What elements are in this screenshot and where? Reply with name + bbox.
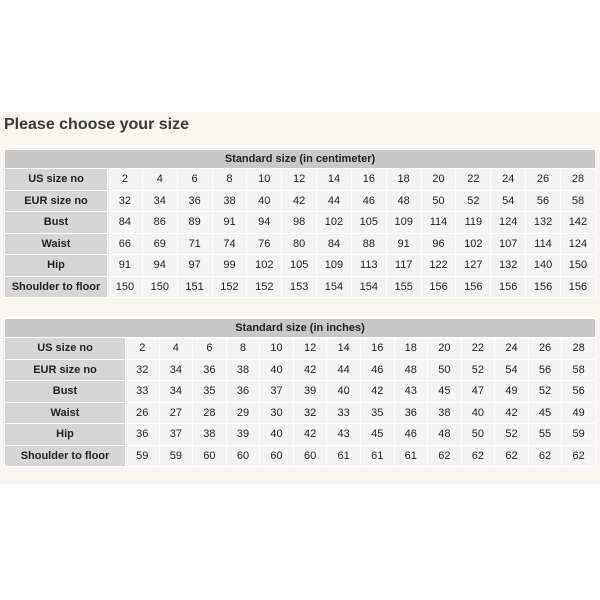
table-cell: 154 (352, 277, 386, 298)
table-cell: 6 (178, 169, 212, 190)
table-cell: 22 (462, 338, 495, 359)
table-cell: 91 (108, 255, 142, 276)
table-cell: 30 (260, 403, 293, 424)
table-cell: 98 (282, 212, 316, 233)
table-cell: 156 (491, 277, 525, 298)
table-cell: 39 (227, 424, 260, 445)
table-cell: 124 (561, 234, 595, 255)
table-cell: 48 (395, 360, 428, 381)
table-cell: 48 (387, 191, 421, 212)
table-cell: 96 (422, 234, 456, 255)
table-cell: 32 (108, 191, 142, 212)
table-cell: 12 (282, 169, 316, 190)
table-row (5, 234, 595, 255)
table-cell: 52 (495, 424, 528, 445)
table-cell: 4 (160, 338, 193, 359)
table-cell: 150 (143, 277, 177, 298)
table-cell: 16 (361, 338, 394, 359)
table-cell: 33 (327, 403, 360, 424)
table-cell: 94 (143, 255, 177, 276)
table-cell: 34 (160, 381, 193, 402)
table-row (5, 403, 595, 424)
table-cell: 42 (282, 191, 316, 212)
row-header: Hip (5, 424, 125, 445)
table-cell: 32 (294, 403, 327, 424)
table-row (5, 381, 595, 402)
row-header: Waist (5, 403, 125, 424)
table-row (5, 360, 595, 381)
row-header: Shoulder to floor (5, 446, 125, 467)
table-cell: 37 (260, 381, 293, 402)
table-cell: 60 (260, 446, 293, 467)
table-cell: 155 (387, 277, 421, 298)
table-caption: Standard size (in inches) (5, 319, 595, 337)
table-cell: 58 (561, 191, 595, 212)
table-cell: 42 (495, 403, 528, 424)
table-cell: 69 (143, 234, 177, 255)
table-cell: 59 (562, 424, 595, 445)
table-cell: 8 (227, 338, 260, 359)
table-cell: 66 (108, 234, 142, 255)
page-title: Please choose your size (4, 116, 189, 133)
table-row (5, 277, 595, 298)
table-cell: 49 (562, 403, 595, 424)
table-row (5, 212, 595, 233)
table-cell: 45 (361, 424, 394, 445)
table-cell: 56 (529, 360, 562, 381)
table-cell: 91 (213, 212, 247, 233)
table-cell: 52 (456, 191, 490, 212)
table-cell: 45 (428, 381, 461, 402)
table-cell: 62 (562, 446, 595, 467)
table-cell: 10 (247, 169, 281, 190)
table-cell: 150 (108, 277, 142, 298)
table-cell: 109 (317, 255, 351, 276)
table-cell: 117 (387, 255, 421, 276)
row-header: EUR size no (5, 191, 107, 212)
table-cell: 109 (387, 212, 421, 233)
table-row (5, 169, 595, 190)
table-cell: 113 (352, 255, 386, 276)
row-header: Bust (5, 381, 125, 402)
table-cell: 55 (529, 424, 562, 445)
table-cell: 40 (327, 381, 360, 402)
table-cell: 38 (428, 403, 461, 424)
table-cell: 49 (495, 381, 528, 402)
row-header: Waist (5, 234, 107, 255)
table-cell: 54 (495, 360, 528, 381)
table-cell: 61 (395, 446, 428, 467)
table-cell: 40 (247, 191, 281, 212)
table-cell: 33 (126, 381, 159, 402)
table-cell: 71 (178, 234, 212, 255)
table-cell: 43 (327, 424, 360, 445)
table-cell: 156 (456, 277, 490, 298)
table-cell: 152 (247, 277, 281, 298)
table-cell: 142 (561, 212, 595, 233)
table-cell: 62 (495, 446, 528, 467)
table-cell: 60 (294, 446, 327, 467)
row-header: Shoulder to floor (5, 277, 107, 298)
table-cell: 34 (143, 191, 177, 212)
table-cell: 34 (160, 360, 193, 381)
table-cell: 62 (428, 446, 461, 467)
row-header: Hip (5, 255, 107, 276)
table-cell: 46 (352, 191, 386, 212)
table-cell: 35 (193, 381, 226, 402)
table-cell: 107 (491, 234, 525, 255)
table-cell: 105 (282, 255, 316, 276)
row-header: EUR size no (5, 360, 125, 381)
table-cell: 29 (227, 403, 260, 424)
table-cell: 26 (526, 169, 560, 190)
table-row (5, 255, 595, 276)
row-header: US size no (5, 169, 107, 190)
table-cell: 151 (178, 277, 212, 298)
table-cell: 36 (126, 424, 159, 445)
table-cell: 76 (247, 234, 281, 255)
table-cell: 127 (456, 255, 490, 276)
table-cell: 97 (178, 255, 212, 276)
table-cell: 74 (213, 234, 247, 255)
table-cell: 40 (260, 424, 293, 445)
table-cell: 44 (317, 191, 351, 212)
table-cell: 2 (126, 338, 159, 359)
row-header: US size no (5, 338, 125, 359)
table-cell: 48 (428, 424, 461, 445)
table-cell: 28 (193, 403, 226, 424)
table-cell: 86 (143, 212, 177, 233)
table-cell: 8 (213, 169, 247, 190)
table-cell: 59 (160, 446, 193, 467)
table-cell: 20 (422, 169, 456, 190)
table-cell: 40 (260, 360, 293, 381)
table-cell: 18 (387, 169, 421, 190)
table-cell: 27 (160, 403, 193, 424)
table-cell: 42 (294, 424, 327, 445)
table-cell: 62 (529, 446, 562, 467)
table-cell: 88 (352, 234, 386, 255)
table-cell: 153 (282, 277, 316, 298)
table-cell: 14 (327, 338, 360, 359)
table-cell: 156 (561, 277, 595, 298)
table-cell: 18 (395, 338, 428, 359)
table-cell: 32 (126, 360, 159, 381)
table-cell: 46 (395, 424, 428, 445)
table-cell: 102 (456, 234, 490, 255)
table-cell: 91 (387, 234, 421, 255)
table-cell: 132 (526, 212, 560, 233)
table-cell: 36 (193, 360, 226, 381)
table-cell: 102 (247, 255, 281, 276)
table-cell: 99 (213, 255, 247, 276)
table-cell: 156 (526, 277, 560, 298)
table-cell: 28 (562, 338, 595, 359)
table-cell: 140 (526, 255, 560, 276)
table-cell: 45 (529, 403, 562, 424)
table-cell: 26 (529, 338, 562, 359)
table-cell: 46 (361, 360, 394, 381)
table-cell: 12 (294, 338, 327, 359)
table-cell: 22 (456, 169, 490, 190)
table-cell: 56 (562, 381, 595, 402)
table-cell: 105 (352, 212, 386, 233)
table-cell: 44 (327, 360, 360, 381)
table-cell: 52 (462, 360, 495, 381)
table-row (5, 424, 595, 445)
table-cell: 4 (143, 169, 177, 190)
table-cell: 42 (361, 381, 394, 402)
table-cell: 20 (428, 338, 461, 359)
table-cell: 60 (227, 446, 260, 467)
table-cell: 36 (178, 191, 212, 212)
table-cell: 124 (491, 212, 525, 233)
table-cell: 42 (294, 360, 327, 381)
table-row (5, 191, 595, 212)
table-cell: 40 (462, 403, 495, 424)
table-cell: 114 (422, 212, 456, 233)
table-cell: 35 (361, 403, 394, 424)
table-cell: 132 (491, 255, 525, 276)
table-cell: 154 (317, 277, 351, 298)
table-cell: 122 (422, 255, 456, 276)
table-cell: 60 (193, 446, 226, 467)
table-cell: 84 (317, 234, 351, 255)
table-cell: 47 (462, 381, 495, 402)
table-cell: 36 (227, 381, 260, 402)
table-cell: 52 (529, 381, 562, 402)
table-cell: 37 (160, 424, 193, 445)
table-cell: 84 (108, 212, 142, 233)
table-cell: 50 (462, 424, 495, 445)
table-cell: 102 (317, 212, 351, 233)
table-cell: 114 (526, 234, 560, 255)
table-cell: 38 (227, 360, 260, 381)
table-cell: 36 (395, 403, 428, 424)
table-cell: 39 (294, 381, 327, 402)
table-cell: 38 (213, 191, 247, 212)
size-table-centimeter (4, 149, 596, 298)
table-cell: 89 (178, 212, 212, 233)
table-cell: 10 (260, 338, 293, 359)
table-cell: 43 (395, 381, 428, 402)
table-cell: 50 (428, 360, 461, 381)
table-cell: 24 (495, 338, 528, 359)
table-caption: Standard size (in centimeter) (5, 150, 595, 168)
table-cell: 24 (491, 169, 525, 190)
table-cell: 61 (327, 446, 360, 467)
table-cell: 58 (562, 360, 595, 381)
table-cell: 6 (193, 338, 226, 359)
table-cell: 28 (561, 169, 595, 190)
table-row (5, 338, 595, 359)
table-cell: 56 (526, 191, 560, 212)
table-cell: 119 (456, 212, 490, 233)
table-cell: 62 (462, 446, 495, 467)
table-cell: 54 (491, 191, 525, 212)
table-cell: 16 (352, 169, 386, 190)
table-cell: 152 (213, 277, 247, 298)
size-table-inches (4, 318, 596, 467)
table-cell: 38 (193, 424, 226, 445)
table-cell: 2 (108, 169, 142, 190)
table-cell: 59 (126, 446, 159, 467)
table-row (5, 446, 595, 467)
table-cell: 14 (317, 169, 351, 190)
table-cell: 26 (126, 403, 159, 424)
table-cell: 94 (247, 212, 281, 233)
table-cell: 61 (361, 446, 394, 467)
table-cell: 80 (282, 234, 316, 255)
table-cell: 156 (422, 277, 456, 298)
table-cell: 50 (422, 191, 456, 212)
table-cell: 150 (561, 255, 595, 276)
row-header: Bust (5, 212, 107, 233)
